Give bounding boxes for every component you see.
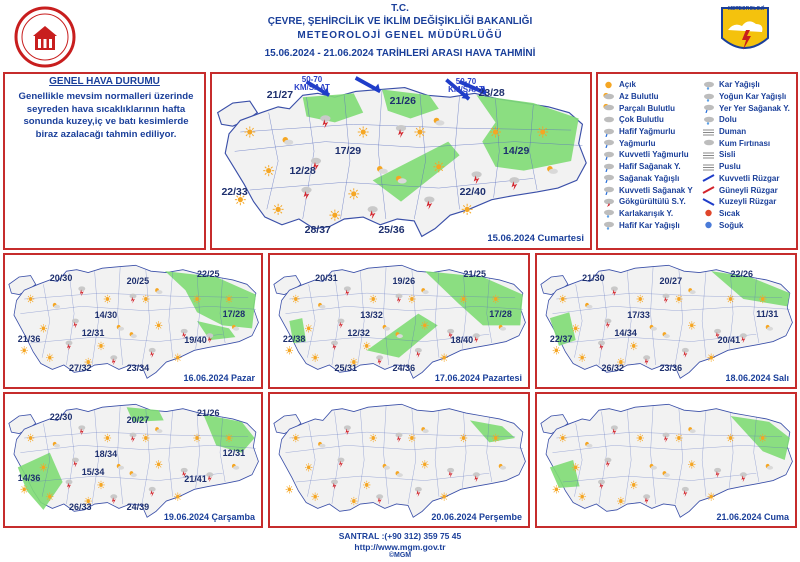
temperature-label: 24/39 (126, 502, 150, 512)
temperature-label: 17/29 (334, 145, 362, 158)
sun-icon (408, 295, 415, 303)
sun-icon (414, 126, 425, 137)
legend-label: Yoğun Kar Yağışlı (719, 92, 787, 102)
legend-label: Kuvvetli Sağanak Y (619, 185, 693, 195)
temperature-label: 20/27 (659, 276, 683, 287)
sun-icon (553, 485, 560, 493)
temperature-label: 18/34 (94, 449, 118, 460)
temperature-label: 21/41 (184, 474, 207, 484)
wind-speed-label: 50-70 KM/SAAT (294, 75, 330, 92)
shower-icon (602, 173, 615, 183)
sun-icon (292, 434, 299, 442)
sun-icon (408, 434, 415, 442)
legend-item (602, 184, 693, 196)
legend-label: Parçalı Bulutlu (619, 103, 676, 113)
legend-label: Hafif Sağanak Y. (619, 162, 681, 172)
sun-icon (292, 295, 299, 303)
sun-icon (193, 295, 200, 303)
legend-label: Güneyli Rüzgar (719, 185, 778, 195)
legend-label: Gökgürültülü S.Y. (619, 197, 686, 207)
sun-icon (421, 460, 428, 468)
heavy-rain-icon (602, 150, 615, 160)
sun-icon (630, 342, 637, 350)
sun-icon (460, 295, 467, 303)
legend-item (702, 102, 790, 114)
sun-icon (311, 492, 318, 500)
legend-item (602, 149, 693, 161)
temperature-label: 22/37 (549, 333, 573, 344)
legend-label: Kuzeyli Rüzgar (719, 197, 777, 207)
legend-column-left (602, 79, 693, 231)
legend-label: Duman (719, 127, 747, 137)
footer-copyright: ©MGM (388, 552, 412, 559)
light-snow-icon (602, 220, 615, 230)
general-weather-title: GENEL HAVA DURUMU (49, 76, 160, 87)
legend-label: Dolu (719, 115, 737, 125)
sun-icon (440, 492, 447, 500)
forecast-date: 17.06.2024 Pazartesi (434, 373, 522, 383)
sun-icon (369, 295, 376, 303)
forecast-map-day-1 (3, 253, 263, 389)
sun-icon (363, 342, 370, 350)
strong-wind-icon (702, 173, 715, 183)
legend-item (602, 91, 693, 103)
forecast-date: 19.06.2024 Çarşamba (163, 512, 255, 522)
legend-label: Kuvvetli Yağmurlu (619, 150, 689, 160)
temperature-label: 14/30 (94, 310, 118, 321)
sun-icon (104, 434, 111, 442)
legend-label: Yer Yer Sağanak Y. (719, 103, 790, 113)
sun-icon (688, 321, 695, 329)
heavy-shower-icon (602, 185, 615, 195)
legend-label: Çok Bulutlu (619, 115, 664, 125)
legend-item (702, 161, 790, 173)
temperature-label: 22/40 (459, 185, 486, 198)
temperature-label: 12/31 (222, 447, 246, 458)
forecast-map-day-5 (268, 392, 530, 528)
few-clouds-icon (602, 92, 615, 102)
hail-icon (702, 115, 715, 125)
sun-icon (759, 434, 766, 442)
sandstorm-icon (702, 138, 715, 148)
legend-item (702, 208, 790, 220)
sun-icon (727, 434, 734, 442)
temperature-label: 12/31 (81, 327, 105, 338)
legend-column-right (702, 79, 790, 231)
sun-icon (490, 126, 501, 137)
sun-icon (636, 295, 643, 303)
temperature-label: 23/28 (478, 87, 505, 100)
sun-icon (578, 492, 585, 500)
sun-icon (537, 126, 548, 137)
sun-icon (46, 353, 53, 361)
legend-item (602, 161, 693, 173)
north-wind-icon (702, 197, 715, 207)
temperature-label: 21/26 (389, 95, 416, 107)
legend-item (702, 149, 790, 161)
legend-item (702, 91, 790, 103)
legend-item (602, 102, 693, 114)
legend-item (602, 173, 693, 185)
sleet-icon (602, 208, 615, 218)
legend-label: Sağanak Yağışlı (619, 173, 680, 183)
sun-icon (225, 295, 232, 303)
sun-icon (727, 295, 734, 303)
legend-item (702, 184, 790, 196)
sun-icon (305, 324, 312, 332)
legend-item (602, 137, 693, 149)
legend-label: Az Bulutlu (619, 92, 659, 102)
temperature-label: 27/32 (69, 363, 92, 373)
sun-icon (97, 481, 104, 489)
legend-label: Sıcak (719, 208, 740, 218)
mist-icon (702, 162, 715, 172)
sun-icon (358, 126, 369, 137)
wind-speed-label: 50-70 KM/SAAT (448, 77, 484, 94)
legend-label: Kum Fırtınası (719, 138, 771, 148)
temperature-label: 25/31 (334, 363, 358, 373)
legend-item (702, 126, 790, 138)
scattered-shower-icon (702, 103, 715, 113)
temperature-label: 17/28 (222, 308, 246, 319)
sun-icon (462, 204, 473, 215)
sun-icon (572, 463, 579, 471)
legend-label: Puslu (719, 162, 741, 172)
sun-icon (559, 295, 566, 303)
temperature-label: 21/26 (197, 408, 220, 418)
sun-icon (350, 497, 357, 505)
temperature-label: 17/33 (627, 310, 650, 321)
cloudy-icon (602, 115, 615, 125)
sun-icon (155, 321, 162, 329)
sun-icon (617, 497, 624, 505)
header-directorate: METEOROLOJİ GENEL MÜDÜRLÜĞÜ (297, 30, 503, 41)
sun-icon (311, 353, 318, 361)
legend-item (602, 126, 693, 138)
header-period: 15.06.2024 - 21.06.2024 TARİHLERİ ARASI HAVA TAHMİNİ (264, 48, 536, 59)
temperature-label: 20/25 (126, 276, 150, 287)
sun-icon (559, 434, 566, 442)
temperature-label: 22/38 (282, 333, 306, 344)
sun-icon (263, 165, 274, 176)
temperature-label: 22/33 (221, 185, 248, 198)
legend-item (702, 114, 790, 126)
fog-icon (702, 150, 715, 160)
sun-icon (630, 481, 637, 489)
sun-icon (553, 346, 560, 354)
sun-icon (348, 188, 359, 199)
temperature-label: 12/28 (289, 164, 316, 177)
rain-area (477, 95, 579, 170)
sun-icon (46, 492, 53, 500)
forecast-date: 18.06.2024 Salı (725, 373, 789, 383)
sun-icon (155, 460, 162, 468)
forecast-date: 20.06.2024 Perşembe (431, 512, 522, 522)
legend-label: Karlakarışık Y. (619, 208, 674, 218)
sun-icon (369, 434, 376, 442)
forecast-date: 21.06.2024 Cuma (716, 512, 789, 522)
temperature-label: 22/30 (49, 412, 73, 423)
sun-icon (460, 434, 467, 442)
light-shower-icon (602, 162, 615, 172)
sun-icon (142, 295, 149, 303)
legend-label: Yağmurlu (619, 138, 656, 148)
temperature-label: 21/36 (17, 333, 41, 344)
sun-icon (363, 481, 370, 489)
forecast-map-day-4 (3, 392, 263, 528)
sun-icon (440, 353, 447, 361)
sun-icon (578, 353, 585, 361)
legend-item (602, 114, 693, 126)
forecast-map-main (210, 72, 592, 250)
temperature-label: 14/29 (503, 145, 530, 158)
mgm-logo-text: METEOROLOJİ (728, 6, 765, 12)
partly-cloudy-icon (602, 103, 615, 113)
sun-icon (688, 460, 695, 468)
legend-label: Kar Yağışlı (719, 80, 760, 90)
header-ministry: ÇEVRE, ŞEHİRCİLİK VE İKLİM DEĞİŞİKLİĞİ BAKANLIĞI (267, 16, 533, 27)
sun-icon (707, 353, 714, 361)
temperature-label: 24/36 (392, 363, 416, 373)
turkey-outline (279, 404, 525, 517)
sun-icon (40, 324, 47, 332)
thunderstorm-icon (602, 197, 615, 207)
sun-icon (286, 485, 293, 493)
legend-item (602, 208, 693, 220)
footer-website[interactable]: http://www.mgm.gov.tr (354, 542, 446, 552)
sun-icon (433, 161, 444, 172)
sun-icon (225, 434, 232, 442)
forecast-map-day-2 (268, 253, 530, 389)
temperature-label: 23/36 (659, 363, 683, 373)
sun-icon (421, 321, 428, 329)
forecast-map-day-3 (535, 253, 797, 389)
legend-label: Açık (619, 80, 636, 90)
temperature-label: 14/36 (17, 472, 41, 483)
legend-label: Soğuk (719, 220, 744, 230)
legend-item (602, 79, 693, 91)
sun-icon (273, 204, 284, 215)
sun-icon (21, 485, 28, 493)
sun-icon (244, 126, 255, 137)
legend-item (602, 196, 693, 208)
temperature-label: 20/30 (49, 273, 73, 284)
temperature-label: 20/41 (717, 335, 741, 345)
sun-icon (104, 295, 111, 303)
temperature-label: 20/27 (126, 415, 150, 426)
legend-label: Hafif Kar Yağışlı (619, 220, 680, 230)
temperature-label: 19/26 (392, 276, 416, 287)
sun-icon (174, 353, 181, 361)
snow-icon (702, 80, 715, 90)
sun-icon (40, 463, 47, 471)
forecast-map-day-6 (535, 392, 797, 528)
temperature-label: 13/32 (360, 310, 383, 321)
temperature-label: 28/37 (304, 224, 331, 236)
sun-icon (675, 295, 682, 303)
sun-icon (305, 463, 312, 471)
temperature-label: 15/34 (81, 466, 105, 477)
sun-icon (759, 295, 766, 303)
hot-icon (702, 208, 715, 218)
temperature-label: 21/25 (463, 269, 487, 279)
temperature-label: 22/26 (730, 269, 754, 279)
temperature-label: 25/36 (378, 224, 405, 236)
temperature-label: 18/40 (450, 335, 474, 345)
temperature-label: 21/27 (266, 89, 294, 102)
temperature-label: 17/28 (489, 308, 512, 319)
legend-item (702, 196, 790, 208)
sun-icon (572, 324, 579, 332)
legend-item (702, 219, 790, 231)
cold-icon (702, 220, 715, 230)
sun-icon (21, 346, 28, 354)
legend-label: Hafif Yağmurlu (619, 127, 676, 137)
south-wind-icon (702, 185, 715, 195)
general-weather-text: Genellikle mevsim normalleri üzerinde seyreden hava sıcaklıklarının hafta sonunda kuzey,iç ve batı kesimlerde biraz azalacağı tahmin ediliyor. (18, 91, 194, 140)
temperature-label: 21/30 (582, 273, 605, 284)
sun-icon (27, 434, 34, 442)
sun-icon (492, 295, 499, 303)
sun-icon (329, 210, 340, 221)
sun-icon (193, 434, 200, 442)
temperature-label: 19/40 (184, 335, 207, 345)
sun-icon (286, 346, 293, 354)
temperature-label: 22/25 (197, 269, 220, 279)
temperature-label: 26/33 (69, 502, 92, 512)
temperature-label: 23/34 (126, 363, 150, 373)
sun-icon (492, 434, 499, 442)
light-rain-icon (602, 127, 615, 137)
sun-icon (142, 434, 149, 442)
sun-icon (675, 434, 682, 442)
temperature-label: 26/32 (601, 363, 625, 373)
smoke-icon (702, 127, 715, 137)
general-weather-panel (3, 72, 206, 250)
temperature-label: 20/31 (315, 273, 338, 284)
sun-icon (636, 434, 643, 442)
sun-icon (707, 492, 714, 500)
legend-label: Sisli (719, 150, 736, 160)
sun-icon (602, 80, 615, 90)
legend-item (702, 79, 790, 91)
heavy-snow-icon (702, 92, 715, 102)
sun-icon (27, 295, 34, 303)
forecast-date: 16.06.2024 Pazar (183, 373, 255, 383)
temperature-label: 11/31 (756, 308, 779, 319)
temperature-label: 14/34 (614, 327, 637, 338)
temperature-label: 12/32 (347, 327, 370, 338)
legend-panel (596, 72, 798, 250)
footer-phone: SANTRAL :(+90 312) 359 75 45 (338, 531, 462, 541)
legend-item (702, 137, 790, 149)
legend-label: Kuvvetli Rüzgar (719, 173, 780, 183)
legend-item (702, 173, 790, 185)
rain-icon (602, 138, 615, 148)
legend-item (602, 219, 693, 231)
sun-icon (174, 492, 181, 500)
header-line-1: T.C. (391, 3, 409, 14)
sun-icon (97, 342, 104, 350)
forecast-date: 15.06.2024 Cumartesi (487, 233, 584, 244)
